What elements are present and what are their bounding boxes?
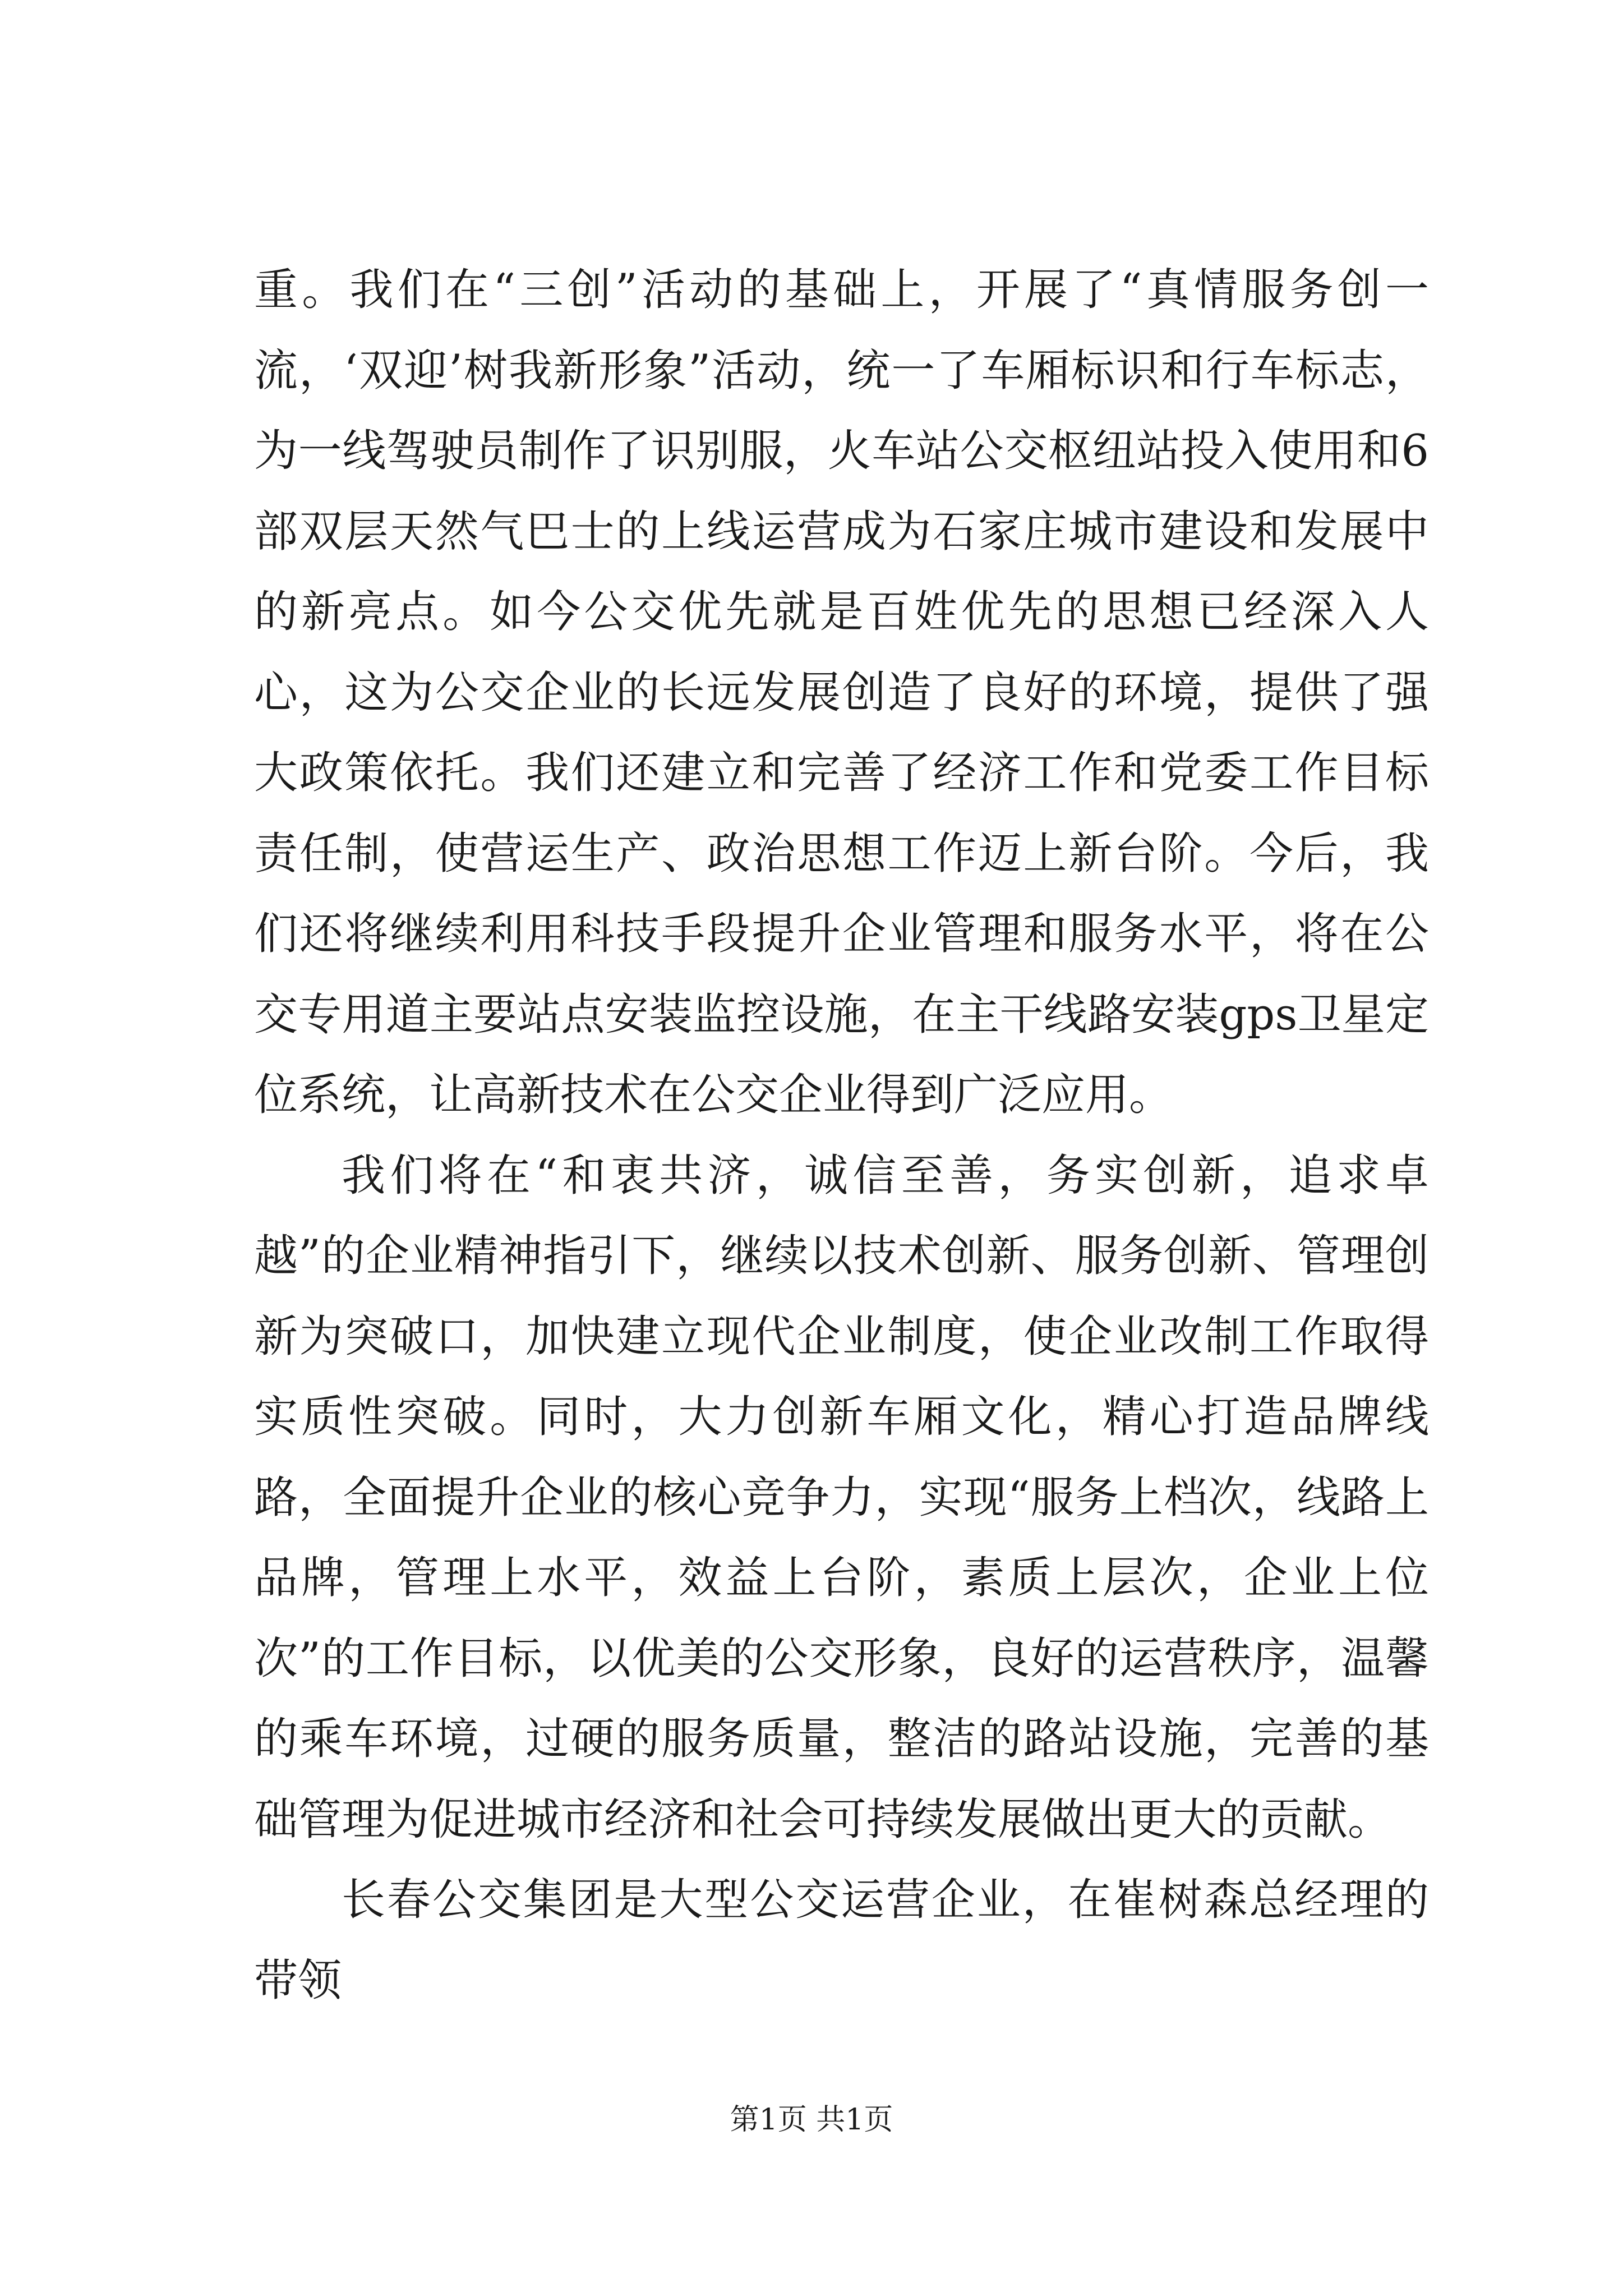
paragraph-continuation: 重。我们在“三创”活动的基础上，开展了“真情服务创一流，‘双迎’树我新形象”活动，统一了车厢标识和行车标志，为一线驾驶员制作了识别服，火车站公交枢纽站投入使用和6部双层天然气巴士的上线运营成为石家庄城市建设和发展中的新亮点。如今公交优先就是百姓优先的思想已经深入人心，这为公交企业的长远发展创造了良好的环境，提供了强大政策依托。我们还建立和完善了经济工作和党委工作目标责任制，使营运生产、政治思想工作迈上新台阶。今后，我们还将继续利用科技手段提升企业管理和服务水平，将在公交专用道主要站点安装监控设施，在主干线路安装gps卫星定位系统，让高新技术在公交企业得到广泛应用。 bbox=[254, 265, 1429, 1120]
paragraph-changchun-bus: 长春公交集团是大型公交运营企业，在崔树森总经理的带领 bbox=[254, 1875, 1429, 2006]
page-number-footer: 第1页 共1页 bbox=[730, 2103, 893, 2137]
document-body bbox=[254, 250, 1429, 2021]
paragraph-enterprise-spirit: 我们将在“和衷共济，诚信至善，务实创新，追求卓越”的企业精神指引下，继续以技术创新、服务创新、管理创新为突破口，加快建立现代企业制度，使企业改制工作取得实质性突破。同时，大力创新车厢文化，精心打造品牌线路，全面提升企业的核心竞争力，实现“服务上档次，线路上品牌，管理上水平，效益上台阶，素质上层次，企业上位次”的工作目标，以优美的公交形象，良好的运营秩序，温馨的乘车环境，过硬的服务质量，整洁的路站设施，完善的基础管理为促进城市经济和社会可持续发展做出更大的贡献。 bbox=[254, 1150, 1429, 1845]
